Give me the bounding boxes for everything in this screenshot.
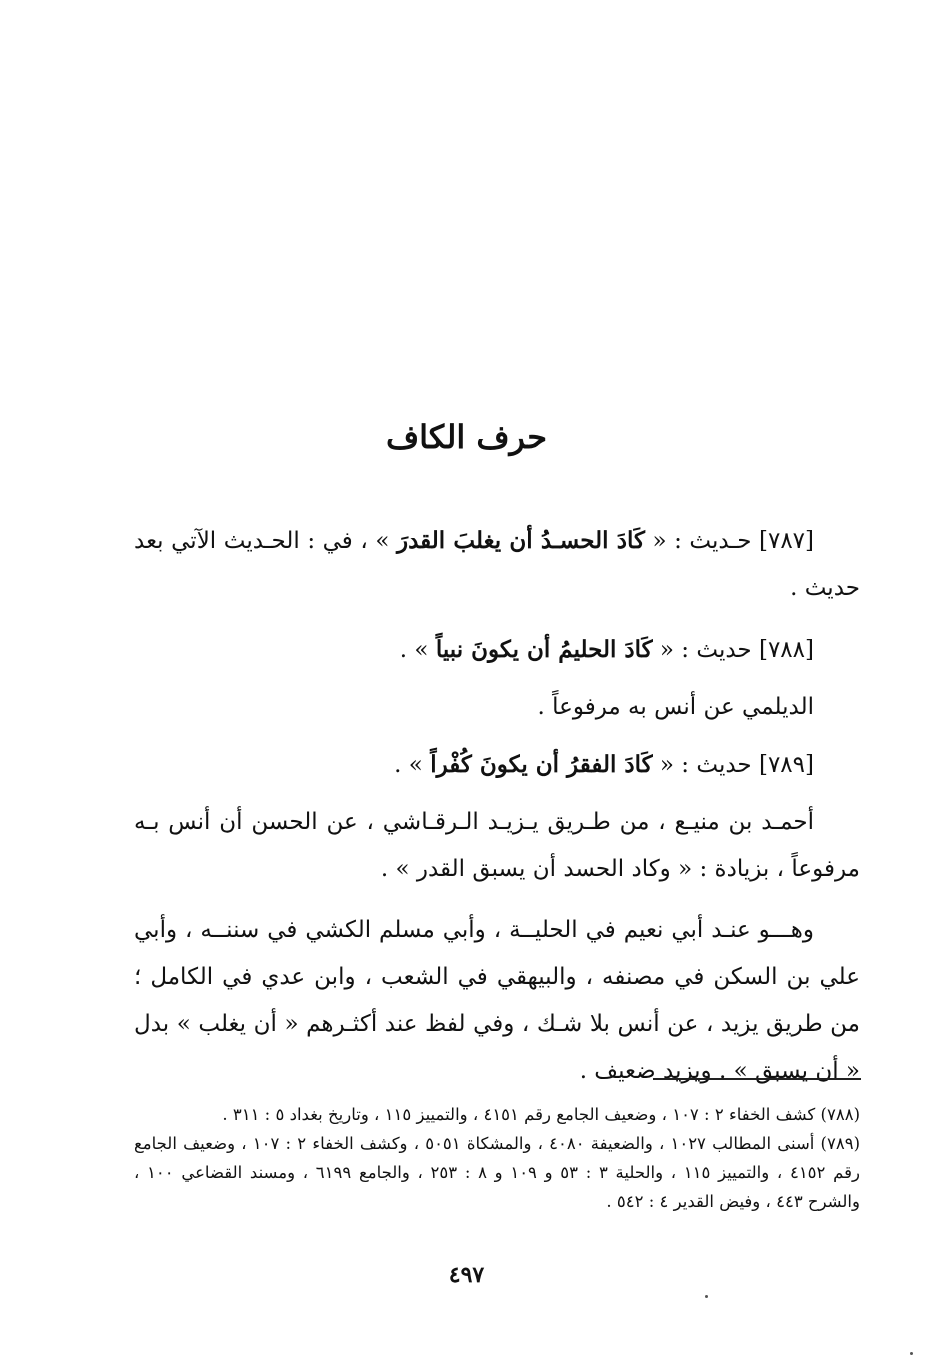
entry-787 [134, 517, 860, 612]
entry-789 [134, 741, 860, 789]
entry-number: [٧٨٧] [758, 528, 815, 554]
hadith-text: كَادَ الحليمُ أن يكونَ نبياً [435, 636, 653, 663]
footnote-788: (٧٨٨) كشف الخفاء ٢ : ١٠٧ ، وضعيف الجامع رقم ٤١٥١ ، والتمييز ١١٥ ، وتاريخ بغداد ٥ : ٣١١ . [222, 1105, 860, 1124]
hadith-text: كَادَ الحسـدُ أن يغلبَ القدرَ [396, 527, 645, 554]
footnotes [134, 1100, 860, 1216]
entry-788 [134, 626, 860, 674]
entry-tail: » . [394, 752, 423, 778]
entry-789-commentary-1: أحمـد بن منيـع ، من طـريق يـزيـد الـرقـاشي ، عن الحسن أن أنس بـه مرفوعاً ، بزيادة : « وكاد الحسد أن يسبق القدر » . [134, 809, 860, 882]
entry-number: [٧٨٩] [758, 752, 814, 778]
footnote-789: (٧٨٩) أسنى المطالب ١٠٢٧ ، والضعيفة ٤٠٨٠ ، والمشكاة ٥٠٥١ ، وكشف الخفاء ٢ : ١٠٧ ، وضعيف الجامع رقم ٤١٥٢ ، والتمييز ١١٥ ، والحلية ٣ : ٥٣ و ١٠٩ و ٨ : ٢٥٣ ، والجامع ٦١٩٩ ، ومسند القضاعي ١٠٠ ، والشرح ٤٤٣ ، وفيض القدير ٤ : ٥٤٢ . [134, 1134, 860, 1211]
hadith-text: كَادَ الفقرُ أن يكونَ كُفْراً [430, 751, 653, 778]
entry-number: [٧٨٨] [758, 637, 814, 663]
main-text [134, 517, 860, 1109]
entry-lead: حـديث : « [652, 528, 752, 554]
chapter-title: حرف الكاف [386, 418, 547, 456]
print-speck [705, 1295, 708, 1298]
entry-788-commentary: الديلمي عن أنس به مرفوعاً . [537, 694, 814, 720]
page-number: ٤٩٧ [448, 1262, 485, 1288]
entry-tail: » ، في : الحـديث الآتي بعد حديث . [134, 528, 860, 601]
print-speck [910, 1352, 913, 1355]
entry-lead: حديث : « [659, 752, 752, 778]
entry-lead: حديث : « [659, 637, 752, 663]
entry-789-commentary-2: وهـــو عنـد أبي نعيم في الحليــة ، وأبي مسلم الكشي في سننــه ، وأبي علي بن السكن في مصنفه ، والبيهقي في الشعب ، وابن عدي في الكامل ؛ من طريق يزيد ، عن أنس بلا شـك ، وفي لفظ عند أكثـرهم « أن يغلب » بدل « أن يسبق » . ويزيد ضعيف . [134, 917, 860, 1084]
entry-tail: » . [399, 637, 429, 663]
footnote-divider [653, 1078, 861, 1080]
